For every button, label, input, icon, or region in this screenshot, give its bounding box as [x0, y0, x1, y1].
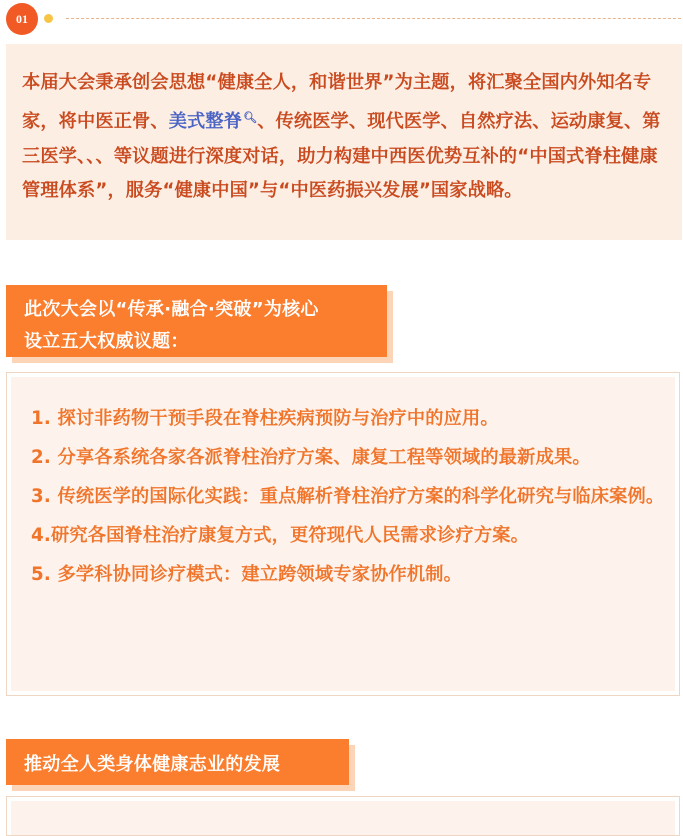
- decor-dot: [44, 14, 53, 23]
- list-item: 4.研究各国脊柱治疗康复方式，更符现代人民需求诊疗方案。: [31, 525, 530, 546]
- section-number-badge: [6, 3, 38, 35]
- section-header-title: 推动全人类身体健康志业的发展: [24, 754, 281, 775]
- next-content-panel: [11, 801, 675, 835]
- intro-text-part1: 本届大会秉承创会思想“健康全人，和谐世界”为主题，将汇聚全国内外知名专家，将中医正骨、: [22, 72, 652, 132]
- next-content-block: [6, 796, 680, 836]
- highlight-link[interactable]: 美式整脊: [168, 110, 243, 132]
- list-item: 5. 多学科协同诊疗模式：建立跨领域专家协作机制。: [31, 564, 463, 585]
- section-header-line1: 此次大会以“传承·融合·突破”为核心: [24, 299, 319, 320]
- topics-list: [31, 399, 671, 594]
- dashed-divider: [66, 18, 681, 19]
- intro-block: [6, 44, 682, 240]
- section-header-topics: [6, 285, 387, 357]
- badge-number: 01: [16, 11, 28, 26]
- topics-panel: [11, 377, 675, 691]
- search-icon[interactable]: 🔍︎: [243, 110, 258, 124]
- intro-text-part2: 、传统医学、现代医学、自然疗法、运动康复、第三医学、、、等议题进行深度对话，助力构建中西医优势互补的“中国式脊柱健康管理体系”，服务“健康中国”与“中医药振兴发展”国家战略。: [22, 110, 661, 202]
- topics-block: [6, 372, 680, 696]
- list-item: 1. 探讨非药物干预手段在脊柱疾病预防与治疗中的应用。: [31, 408, 499, 429]
- intro-paragraph: [22, 66, 672, 209]
- section-header-line2: 设立五大权威议题：: [24, 331, 189, 352]
- section-header-development: [6, 739, 349, 785]
- list-item: 2. 分享各系统各家各派脊柱治疗方案、康复工程等领域的最新成果。: [31, 447, 591, 468]
- list-item: 3. 传统医学的国际化实践：重点解析脊柱治疗方案的科学化研究与临床案例。: [31, 486, 665, 507]
